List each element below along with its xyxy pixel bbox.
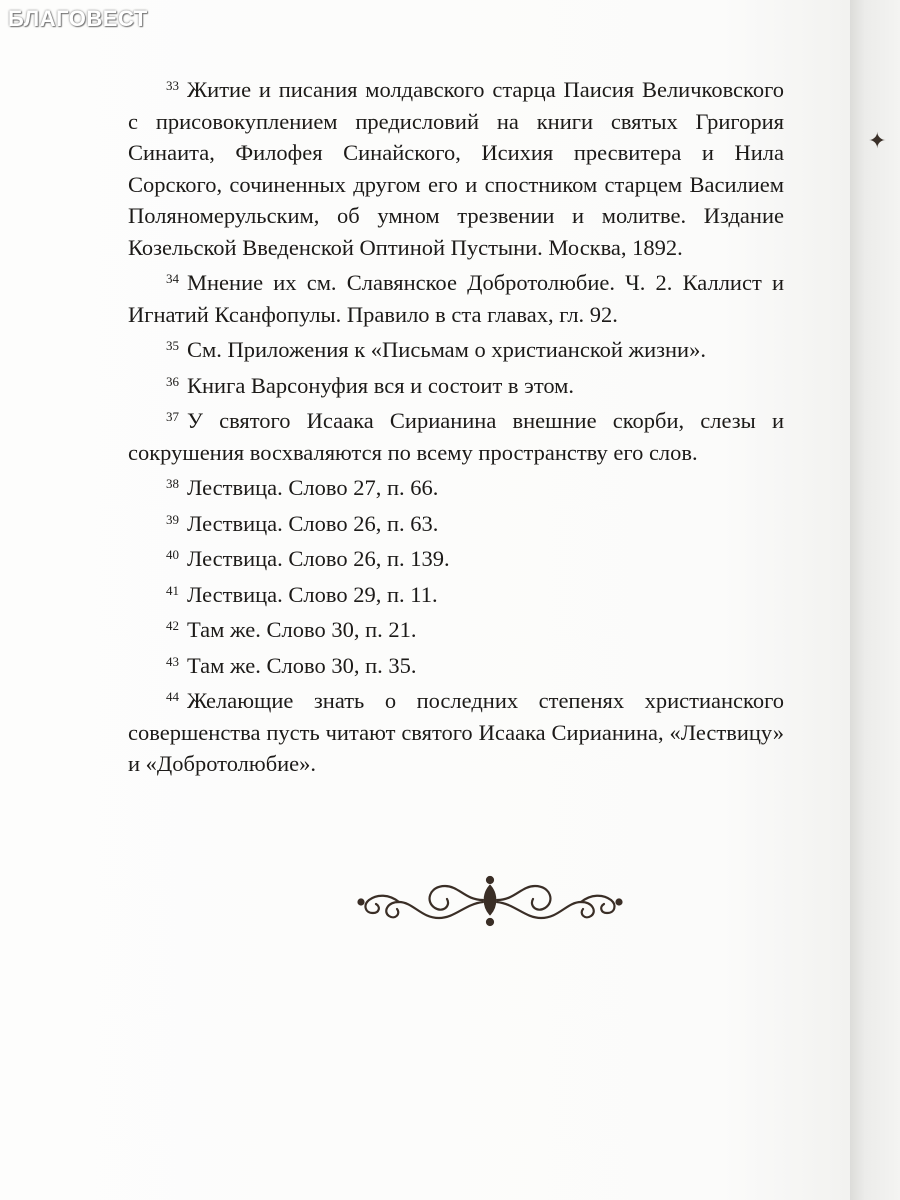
footnote-text: Лествица. Слово 27, п. 66. [187, 475, 439, 500]
footnotes-list [128, 70, 784, 780]
footnote-41 [128, 575, 784, 611]
footnote-number: 37 [166, 409, 179, 424]
footnote-number: 38 [166, 476, 179, 491]
footnote-number: 43 [166, 653, 179, 669]
footnote-number: 41 [166, 582, 179, 598]
footnote-33 [128, 70, 784, 263]
footnote-number: 34 [166, 271, 179, 286]
footnote-text: У святого Исаака Сирианина внешние скорби, слезы и сокрушения восхваляются по всему пространству его слов. [128, 408, 784, 465]
footnote-text: Книга Варсонуфия вся и состоит в этом. [187, 372, 575, 398]
footnote-34 [128, 263, 784, 330]
footnote-35 [128, 330, 784, 366]
footnote-42 [128, 610, 784, 646]
footnote-44 [128, 681, 784, 780]
footnote-text: Лествица. Слово 26, п. 139. [187, 546, 450, 571]
footnote-37 [128, 401, 784, 468]
watermark-logo: БЛАГОВЕСТ [8, 6, 148, 31]
footnote-number: 40 [166, 547, 179, 562]
footnote-number: 35 [166, 338, 179, 353]
footnote-number: 39 [166, 511, 179, 527]
footnote-number: 44 [166, 689, 179, 704]
footnote-39 [128, 504, 784, 540]
footnote-number: 33 [166, 78, 179, 93]
footnote-number: 36 [166, 373, 179, 389]
footnote-text: Лествица. Слово 29, п. 11. [187, 581, 438, 607]
footnote-text: Там же. Слово 30, п. 21. [187, 617, 417, 642]
footnote-text: Мнение их см. Славянское Добротолюбие. Ч. 2. Каллист и Игнатий Ксанфопулы. Правило в ста главах, гл. 92. [128, 270, 784, 327]
footnote-43 [128, 646, 784, 682]
scroll-flourish-ornament [355, 872, 625, 932]
footnote-38 [128, 468, 784, 504]
star-flourish-icon: ✦ [868, 128, 887, 153]
footnote-text: Желающие знать о последних степенях христианского совершенства пусть читают святого Исаака Сирианина, «Лествицу» и «Добротолюбие». [128, 688, 784, 776]
footnote-text: См. Приложения к «Письмам о христианской жизни». [187, 337, 706, 362]
footnote-text: Лествица. Слово 26, п. 63. [187, 510, 439, 536]
footnote-40 [128, 539, 784, 575]
footnote-text: Там же. Слово 30, п. 35. [187, 652, 417, 678]
next-page-edge [850, 0, 900, 1200]
footnote-text: Житие и писания молдавского старца Паисия Величковского с присовокуплением предисловий на книги святых Григория Синаита, Филофея Синайского, Исихия пресвитера и Нила Сорского, сочиненных другом его и спостником старцем Василием Поляномерульским, об умном трезвении и молитве. Издание Козельской Введенской Оптиной Пустыни. Москва, 1892. [128, 77, 784, 260]
footnote-36 [128, 366, 784, 402]
footnote-number: 42 [166, 618, 179, 633]
